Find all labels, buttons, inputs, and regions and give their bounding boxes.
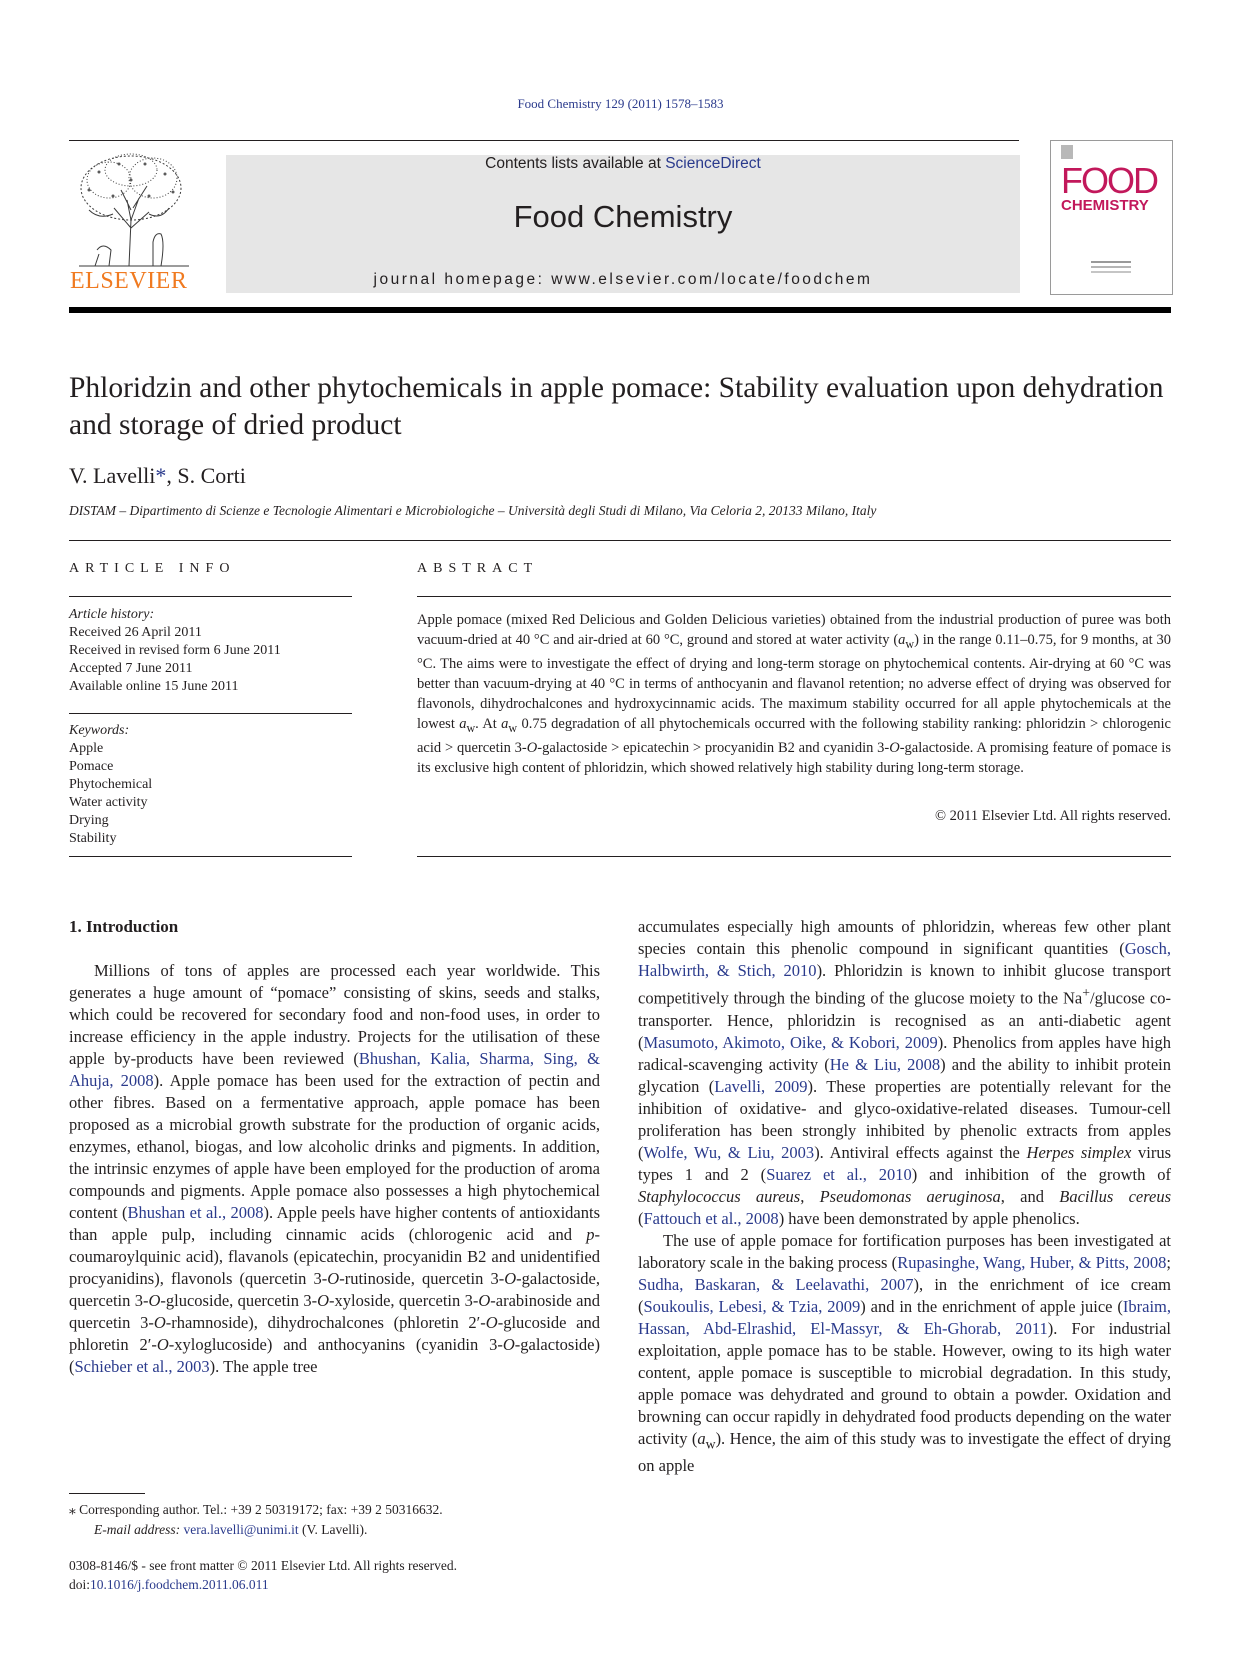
affiliation-rule — [69, 540, 1171, 541]
reference-link[interactable]: Gosch, Halbwirth, & Stich, 2010 — [638, 939, 1171, 980]
section-heading-introduction: 1. Introduction — [69, 917, 179, 936]
elsevier-tree-icon — [69, 150, 199, 268]
history-rule — [69, 713, 352, 714]
intro-right-column — [638, 916, 1171, 1477]
footnote-rule — [69, 1493, 145, 1494]
journal-masthead — [226, 155, 1020, 293]
author-lavelli[interactable]: V. Lavelli — [69, 463, 156, 488]
abstract-copyright: © 2011 Elsevier Ltd. All rights reserved. — [935, 808, 1171, 824]
reference-link[interactable]: Wolfe, Wu, & Liu, 2003 — [643, 1142, 815, 1162]
contents-prefix: Contents lists available at — [485, 155, 666, 172]
elsevier-logo[interactable] — [69, 150, 199, 293]
header-rule — [69, 140, 1019, 141]
reference-link[interactable]: Lavelli, 2009 — [714, 1076, 808, 1096]
reference-link[interactable]: Ibraim, Hassan, Abd-Elrashid, El-Massyr, & Eh-Ghorab, 2011 — [638, 1296, 1171, 1338]
reference-link[interactable]: Rupasinghe, Wang, Huber, & Pitts, 2008 — [897, 1252, 1167, 1272]
keyword-item: Drying — [69, 813, 109, 828]
reference-link[interactable]: Soukoulis, Lebesi, & Tzia, 2009 — [643, 1296, 861, 1316]
author-corti[interactable]: , S. Corti — [166, 463, 246, 488]
author-email-link[interactable]: vera.lavelli@unimi.it — [183, 1522, 299, 1537]
reference-link[interactable]: Schieber et al., 2003 — [74, 1357, 210, 1376]
history-heading: Article history: — [69, 607, 155, 622]
abstract-bottom-rule — [417, 856, 1171, 857]
footnote-contact: Corresponding author. Tel.: +39 2 50319172; fax: +39 2 50316632. — [75, 1502, 443, 1517]
keywords-rule — [69, 856, 352, 857]
abstract-heading: ABSTRACT — [417, 561, 539, 576]
cover-title-food: FOOD — [1061, 160, 1157, 201]
keyword-item: Apple — [69, 741, 104, 756]
cover-title-chemistry: CHEMISTRY — [1061, 197, 1149, 214]
doi-link[interactable]: 10.1016/j.foodchem.2011.06.011 — [90, 1577, 269, 1592]
journal-citation[interactable]: Food Chemistry 129 (2011) 1578–1583 — [517, 96, 724, 111]
reference-link[interactable]: He & Liu, 2008 — [829, 1054, 941, 1074]
history-received: Received 26 April 2011 — [69, 625, 202, 640]
abstract-text: Apple pomace (mixed Red Delicious and Golden Delicious varieties) obtained from the industrial production of puree was both vacuum-dried at 40 °C and air-dried at 60 °C, ground and stored at water activity $(a_w)$ in the range 0.11–0.75, for 9 months, at 30 °C. The aims were to investigate the effect of drying and long-term storage on phytochemical contents. Air-drying at 60 °C was better than vacuum-drying at 40 °C in terms of anthocyanin and flavanol retention; no adverse effect of drying was observed for flavonols, dihydrochalcones and hydroxycinnamic acids. The maximum stability occurred for all apple phytochemicals at the lowest $a_w$. At $a_w$ 0.75 degradation of all phytochemicals occurred with the following stability ranking: phloridzin > chlorogenic acid > quercetin 3-O-galactoside > epicatechin > procyanidin B2 and cyanidin 3-O-galactoside. A promising feature of pomace is its exclusive high content of phloridzin, which showed relatively high stability during long-term storage. — [417, 612, 1171, 776]
history-accepted: Accepted 7 June 2011 — [69, 661, 193, 676]
front-matter — [69, 1556, 457, 1594]
keyword-item: Stability — [69, 831, 117, 846]
reference-link[interactable]: Bhushan, Kalia, Sharma, Sing, & Ahuja, 2008 — [69, 1049, 600, 1090]
intro-paragraph: Millions of tons of apples are processed each year worldwide. This generates a huge amount of “pomace” consisting of skins, seeds and stalks, which could be recovered for secondary food and non-food uses, in order to increase efficiency in the apple industry. Projects for the utilisation of these apple by-products have been reviewed (Bhushan, Kalia, Sharma, Sing, & Ahuja, 2008). Apple pomace has been used for the extraction of pectin and other fibres. Based on a fermentative approach, apple pomace has been proposed as a microbial growth substrate for the production of organic acids, enzymes, ethanol, biogas, and low alcoholic drinks and pigments. In addition, the intrinsic enzymes of apple have been employed for the production of aroma compounds and pigments. Apple pomace also possesses a high phytochemical content (Bhushan et al., 2008). Apple peels have higher contents of antioxidants than apple pulp, including cinnamic acids (chlorogenic acid and p-coumaroylquinic acid), flavanols (epicatechin, procyanidin B2 and unidentified procyanidins), flavonols (quercetin 3-O-rutinoside, quercetin 3-O-galactoside, quercetin 3-O-glucoside, quercetin 3-O-xyloside, quercetin 3-O-arabinoside and quercetin 3-O-rhamnoside), dihydrochalcones (phloretin 2′-O-glucoside and phloretin 2′-O-xyloglucoside) and anthocyanins (cyanidin 3-O-galactoside) (Schieber et al., 2003). The apple tree — [69, 961, 600, 1376]
cover-publisher-icon — [1061, 145, 1073, 159]
abstract-rule — [417, 596, 1171, 597]
reference-link[interactable]: Masumoto, Akimoto, Oike, & Kobori, 2009 — [643, 1032, 938, 1052]
header-thick-rule — [69, 307, 1171, 313]
keywords-list — [69, 722, 152, 848]
email-label: E-mail address: — [94, 1522, 184, 1537]
journal-cover-thumbnail[interactable] — [1050, 140, 1173, 295]
keywords-heading: Keywords: — [69, 723, 130, 738]
article-info-rule — [69, 596, 352, 597]
corresponding-author-footnote — [69, 1500, 443, 1540]
article-history — [69, 606, 281, 696]
footnote-mark: ⁎ — [69, 1502, 76, 1517]
sciencedirect-link[interactable]: ScienceDirect — [665, 155, 761, 172]
history-online: Available online 15 June 2011 — [69, 679, 239, 694]
keyword-item: Pomace — [69, 759, 114, 774]
keyword-item: Water activity — [69, 795, 148, 810]
email-suffix: (V. Lavelli). — [298, 1522, 368, 1537]
intro-paragraph: accumulates especially high amounts of phloridzin, whereas few other plant species contain this phenolic compound in significant quantities (Gosch, Halbwirth, & Stich, 2010). Phloridzin is known to inhibit glucose transport competitively through the binding of the glucose moiety to the Na+/glucose co-transporter. Hence, phloridzin is recognised as an anti-diabetic agent (Masumoto, Akimoto, Oike, & Kobori, 2009). Phenolics from apples have high radical-scavenging activity (He & Liu, 2008) and the ability to inhibit protein glycation (Lavelli, 2009). These properties are potentially relevant for the inhibition of oxidative- and glyco-oxidative-related diseases. Tumour-cell proliferation has been strongly inhibited by phenolic extracts from apples (Wolfe, Wu, & Liu, 2003). Antiviral effects against the Herpes simplex virus types 1 and 2 (Suarez et al., 2010) and inhibition of the growth of Staphylococcus aureus, Pseudomonas aeruginosa, and Bacillus cereus (Fattouch et al., 2008) have been demonstrated by apple phenolics. — [638, 917, 1172, 1228]
elsevier-wordmark: ELSEVIER — [70, 268, 188, 294]
reference-link[interactable]: Fattouch et al., 2008 — [643, 1208, 779, 1228]
article-title: Phloridzin and other phytochemicals in apple pomace: Stability evaluation upon dehydration and storage of dried product — [69, 372, 1164, 441]
cover-fine-print — [1091, 261, 1131, 263]
doi-label: doi: — [69, 1577, 91, 1592]
journal-homepage-link[interactable]: journal homepage: www.elsevier.com/locate/foodchem — [373, 271, 873, 288]
reference-link[interactable]: Sudha, Baskaran, & Leelavathi, 2007 — [638, 1274, 914, 1294]
reference-link[interactable]: Bhushan et al., 2008 — [127, 1203, 264, 1222]
corresponding-author-mark[interactable]: * — [155, 463, 167, 488]
journal-name: Food Chemistry — [513, 199, 733, 234]
reference-link[interactable]: Suarez et al., 2010 — [766, 1164, 912, 1184]
author-list — [69, 463, 246, 489]
intro-left-column — [69, 960, 600, 1378]
intro-paragraph: The use of apple pomace for fortification purposes has been investigated at laboratory scale in the baking process (Rupasinghe, Wang, Huber, & Pitts, 2008; Sudha, Baskaran, & Leelavathi, 2007), in the enrichment of ice cream (Soukoulis, Lebesi, & Tzia, 2009) and in the enrichment of apple juice (Ibraim, Hassan, Abd-Elrashid, El-Massyr, & Eh-Ghorab, 2011). For industrial exploitation, apple pomace has to be stable. However, owing to its high water content, apple pomace is susceptible to microbial degradation. In this study, apple pomace was dehydrated and ground to obtain a powder. Oxidation and browning can occur rapidly in dehydrated food products depending on the water activity $(a_w)$. Hence, the aim of this study was to investigate the effect of drying on apple — [638, 1230, 1172, 1475]
history-revised: Received in revised form 6 June 2011 — [69, 643, 281, 658]
keyword-item: Phytochemical — [69, 777, 153, 792]
issn-line: 0308-8146/$ - see front matter © 2011 Elsevier Ltd. All rights reserved. — [69, 1558, 458, 1573]
contents-line — [226, 155, 1020, 173]
article-info-heading: ARTICLE INFO — [69, 561, 236, 576]
author-affiliation: DISTAM – Dipartimento di Scienze e Tecnologie Alimentari e Microbiologiche – Università degli Studi di Milano, Via Celoria 2, 20133 Milano, Italy — [69, 503, 877, 518]
